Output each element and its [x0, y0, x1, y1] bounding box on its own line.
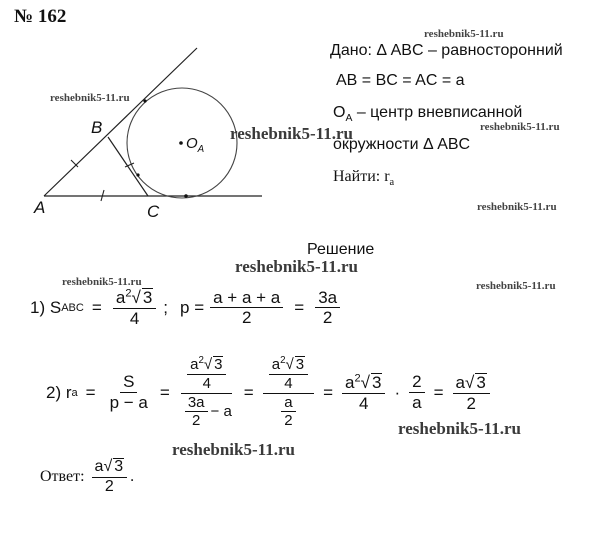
frac-den: 4: [284, 374, 293, 392]
ray-ab: [44, 48, 197, 196]
step1-index-sub: ABC: [61, 301, 84, 314]
frac-num: a + a + a: [210, 289, 283, 309]
center-label-sub: A: [197, 144, 205, 155]
step1-index: 1) S: [30, 297, 62, 317]
step1-p: p =: [180, 297, 205, 317]
vertex-label-c: C: [147, 202, 160, 221]
frac-exp: 2: [198, 355, 204, 366]
frac-root: 3: [476, 372, 486, 392]
frac-num: a: [190, 356, 199, 373]
step1-sep: ;: [163, 297, 169, 317]
step-2: [46, 356, 493, 429]
step1-eq2: =: [294, 297, 305, 317]
given-line-4: окружности Δ ABC: [333, 136, 471, 153]
frac-root: 3: [214, 356, 223, 373]
frac-den: 2: [241, 308, 252, 328]
frac-den: 2: [466, 393, 476, 413]
step1-eq: =: [91, 297, 102, 317]
step2-frac-1: [107, 373, 151, 412]
vertex-label-b: B: [91, 118, 103, 137]
frac-exp: 2: [354, 372, 361, 384]
given-center-text: – центр вневписанной: [352, 104, 523, 121]
answer-fraction: $\frac{a√ 3}{2}$: [92, 458, 128, 496]
answer-label: Ответ:: [40, 467, 85, 485]
frac-exp: 2: [125, 287, 132, 300]
step1-p-fraction: [210, 289, 283, 328]
frac-den: 4: [129, 308, 140, 328]
segment-bc: [108, 137, 148, 196]
given-line-1: Дано: Δ ABC – равносторонний: [330, 42, 563, 59]
step2-eq: =: [433, 382, 444, 402]
solution-title: Решение: [307, 241, 375, 258]
step2-eq: =: [159, 382, 170, 402]
given-line-2: AB = BC = AC = a: [336, 72, 465, 89]
step2-frac-2-num: $\frac{a^2√ 3}{4}$: [187, 356, 226, 392]
frac-den: 4: [359, 393, 369, 413]
center-label: [186, 135, 204, 155]
find-text: Найти: r: [333, 168, 390, 185]
frac-den: p − a: [109, 393, 148, 412]
frac-den: 4: [202, 374, 211, 392]
watermark: reshebnik5-11.ru: [230, 124, 353, 143]
step2-eq: =: [85, 382, 96, 402]
frac-num: a: [115, 288, 126, 307]
step2-frac-2: [179, 356, 235, 429]
watermark: reshebnik5-11.ru: [172, 440, 295, 459]
watermark: reshebnik5-11.ru: [62, 276, 142, 288]
step2-frac-2-den: [185, 395, 208, 430]
frac-den: 2: [284, 412, 293, 430]
step2-frac-3: [263, 356, 314, 429]
step2-index-sub: a: [71, 386, 78, 399]
answer: [40, 458, 134, 496]
frac-root: 3: [295, 356, 305, 373]
step2-eq: =: [323, 382, 334, 402]
frac-den: 2: [322, 308, 333, 328]
watermark: reshebnik5-11.ru: [50, 92, 130, 104]
watermark: reshebnik5-11.ru: [480, 121, 560, 133]
frac-root: 3: [142, 288, 153, 307]
vertex-label-a: A: [34, 198, 46, 217]
watermark: reshebnik5-11.ru: [398, 419, 521, 438]
frac-num: a: [281, 395, 295, 413]
tangent-point: [136, 173, 139, 176]
find-sub: a: [389, 177, 395, 189]
frac-num: a: [345, 372, 355, 392]
step2-eq: =: [243, 382, 254, 402]
frac-num: a: [271, 356, 281, 373]
frac-den: a: [412, 393, 422, 412]
step2-frac-4: $\frac{a^2√ 3}{4}$: [342, 373, 385, 413]
tangent-point: [184, 194, 188, 198]
step2-frac-3-den: [281, 395, 295, 430]
frac-num: S: [120, 373, 137, 393]
problem-number: № 162: [14, 6, 67, 27]
given-center-sub: A: [345, 113, 353, 125]
step2-frac-5: [409, 373, 424, 412]
frac-den: 2: [104, 477, 114, 495]
frac-num: 2: [409, 373, 424, 393]
watermark: reshebnik5-11.ru: [477, 201, 557, 213]
step2-frac-3-num: $\frac{a^2√ 3}{4}$: [269, 356, 308, 392]
step2-frac-6: $\frac{a√ 3}{2}$: [453, 373, 490, 413]
tangent-point: [143, 99, 146, 102]
frac-num: a: [94, 458, 104, 475]
frac-exp: 2: [280, 355, 286, 366]
step1-area-fraction: $\frac{a^2√ 3}{4}$: [113, 288, 156, 328]
given-center-o: O: [333, 104, 346, 121]
step2-index: 2) r: [46, 382, 72, 402]
watermark: reshebnik5-11.ru: [424, 28, 504, 40]
frac-root: 3: [372, 372, 382, 392]
frac-num: 3a: [185, 395, 208, 413]
watermark: reshebnik5-11.ru: [235, 257, 358, 276]
step1-result-fraction: [315, 289, 340, 328]
watermark: reshebnik5-11.ru: [476, 280, 556, 292]
answer-tail: .: [130, 467, 135, 485]
center-label-main: O: [186, 135, 198, 152]
frac-num: a: [455, 372, 466, 392]
frac-num: 3a: [315, 289, 340, 309]
find-line: [333, 168, 394, 188]
step2-dot: ·: [394, 382, 401, 402]
frac-tail: − a: [210, 402, 232, 420]
frac-root: 3: [114, 458, 124, 475]
step-1: [30, 288, 343, 328]
frac-den: 2: [192, 412, 201, 430]
given-line-3: [333, 104, 522, 124]
center-point: [179, 141, 183, 145]
